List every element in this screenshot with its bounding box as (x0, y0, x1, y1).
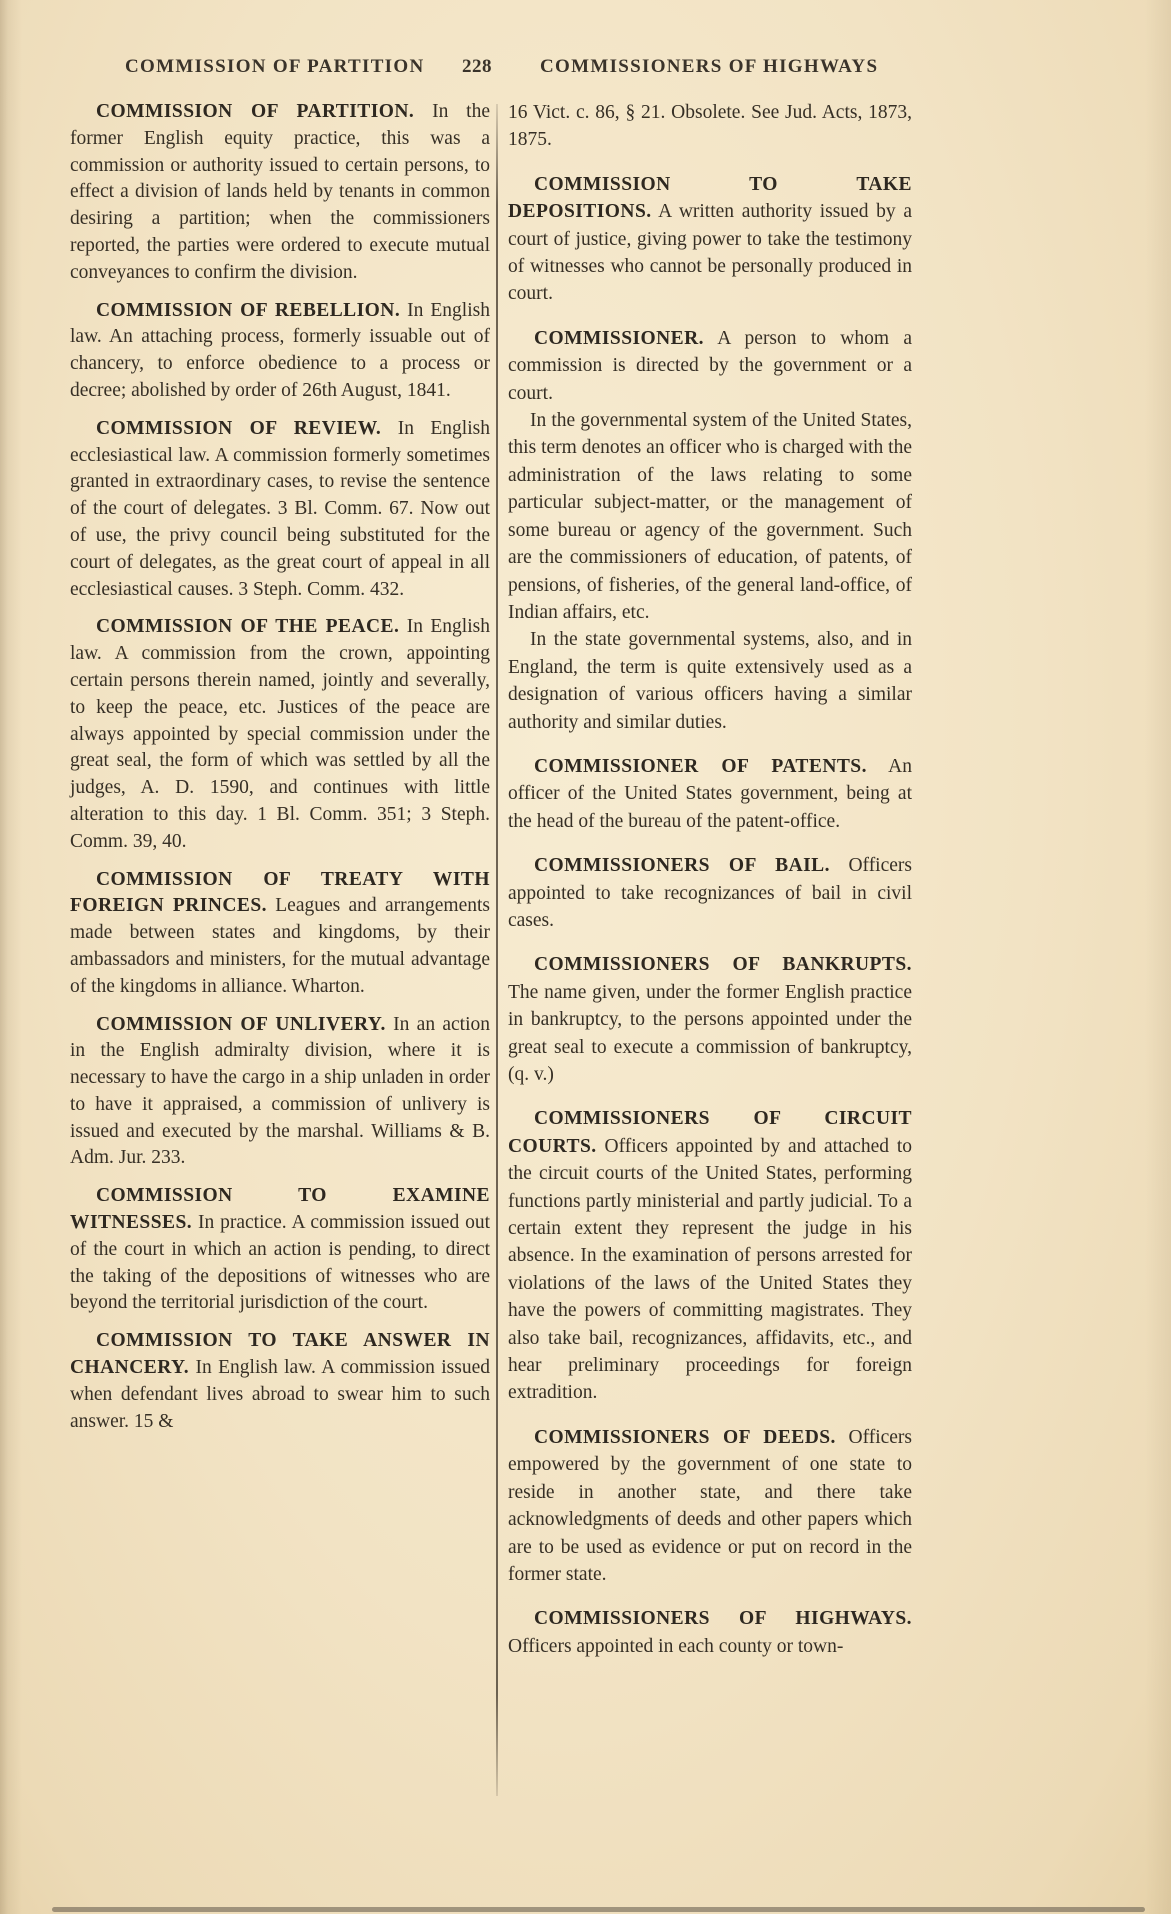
entry-term: COMMISSIONERS OF DEEDS. (534, 1426, 836, 1448)
entry-term: COMMISSION OF REBELLION. (96, 299, 401, 321)
entry-commission-to-take-answer (70, 1328, 490, 1435)
page-bottom-edge-shadow (52, 1907, 1145, 1912)
entry-paragraph (508, 951, 912, 1088)
entry-paragraph (508, 1424, 912, 1588)
entry-paragraph (70, 1328, 490, 1435)
entry-text: In practice. A commission issued out of the court in which an action is pending, to direct the taking of the depositions of witnesses who are beyond the territorial jurisdiction of the court. (70, 1212, 491, 1314)
entry-paragraph (508, 1605, 912, 1660)
entry-text: Officers appointed to take recognizances of bail in civil cases. (508, 855, 912, 931)
entry-term: COMMISSION OF REVIEW. (96, 417, 382, 439)
entry-text: In an action in the English admiralty division, where it is necessary to have the cargo in a ship unladen in order to have it appraised, a commission of unlivery is issued and executed by the marshal. Williams & B. Adm. Jur. 233. (70, 1013, 490, 1169)
entry-paragraph (508, 325, 912, 407)
entry-commissioners-of-bankrupts (508, 951, 912, 1088)
entry-term: COMMISSION OF UNLIVERY. (96, 1013, 386, 1035)
entry-text: An officer of the United States government, being at the head of the bureau of the patent-office. (508, 755, 912, 832)
entry-paragraph (70, 1012, 490, 1173)
entry-term: COMMISSIONER OF PATENTS. (534, 755, 867, 777)
entry-commissioners-of-highways (508, 1605, 912, 1660)
entry-text: The name given, under the former English practice in bankruptcy, to the persons appointed under the great seal to execute a commission of bankruptcy, (q. v.) (508, 981, 912, 1085)
entry-text: Officers empowered by the government of one state to reside in another state, and there take acknowledgments of deeds and other papers which are to be used as evidence or put on record in the former state. (508, 1426, 913, 1585)
entry-commission-of-rebellion (70, 298, 490, 405)
entry-term: COMMISSION OF TREATY WITH FOREIGN PRINCES. (70, 868, 490, 917)
continuation-paragraph: 16 Vict. c. 86, § 21. Obsolete. See Jud. Acts, 1873, 1875. (508, 102, 912, 151)
entry-commissioner-of-patents (508, 753, 912, 835)
entry-commission-of-treaty (70, 867, 490, 1001)
entry-paragraph (508, 171, 912, 308)
column-divider-rule (496, 104, 498, 1796)
entry-term: COMMISSION TO TAKE ANSWER IN CHANCERY. (70, 1330, 490, 1379)
right-column (508, 99, 912, 1677)
entry-commission-to-examine-witnesses (70, 1183, 490, 1317)
entry-text: Officers appointed in each county or town- (508, 1635, 844, 1657)
entry-term: COMMISSIONERS OF CIRCUIT COURTS. (508, 1108, 912, 1157)
entry-paragraph (508, 1105, 912, 1406)
entry-text: In English law. A commission from the crown, appointing certain persons therein named, jointly and severally, to keep the peace, etc. Justices of the peace are always appointed by special commission under the great seal, the form of which was settled by all the judges, A. D. 1590, and continues with little alteration to this day. 1 Bl. Comm. 351; 3 Steph. Comm. 39, 40. (70, 616, 490, 852)
running-header-right: COMMISSIONERS OF HIGHWAYS (540, 56, 879, 77)
entry-paragraph (70, 1183, 490, 1317)
entry-paragraph (70, 99, 490, 287)
entry-commission-of-unlivery (70, 1012, 490, 1173)
entry-paragraph (508, 852, 912, 934)
entry-paragraph (508, 753, 912, 835)
entry-commissioners-of-bail (508, 852, 912, 934)
entry-paragraph (70, 867, 490, 1001)
entry-term: COMMISSIONERS OF HIGHWAYS. (534, 1608, 912, 1630)
left-column (70, 99, 490, 1446)
entry-commission-of-partition (70, 99, 490, 287)
entry-commissioner (508, 325, 912, 736)
entry-commission-of-review (70, 416, 490, 604)
page-number: 228 (462, 56, 492, 77)
running-header-left: COMMISSION OF PARTITION (125, 56, 425, 77)
entry-text: A person to whom a commission is directed by the government or a court. (508, 327, 912, 404)
entry-term: COMMISSION TO EXAMINE WITNESSES. (70, 1185, 490, 1234)
entry-text: In English law. An attaching process, formerly issuable out of chancery, to enforce obedience to a process or decree; abolished by order of 26th August, 1841. (70, 299, 490, 401)
entry-commission-of-the-peace (70, 614, 490, 855)
entry-text: Officers appointed by and attached to the circuit courts of the United States, performing functions partly ministerial and partly judicial. To a certain extent they represent the judge in his absence. In the examination of persons arrested for violations of the laws of the United States they have the powers of committing magistrates. They also take bail, recognizances, affidavits, etc., and hear preliminary proceedings for foreign extradition. (508, 1135, 913, 1404)
entry-paragraph (70, 416, 490, 604)
entry-commissioners-of-circuit-courts (508, 1105, 912, 1406)
entry-paragraph: In the governmental system of the United States, this term denotes an officer who is charged with the administration of the laws relating to some particular subject-matter, or the management of some bureau or agency of the government. Such are the commissioners of education, of patents, of pensions, of fisheries, of the general land-office, of Indian affairs, etc. (508, 410, 912, 623)
entry-text: In English law. A commission issued when defendant lives abroad to swear him to such answer. 15 & (70, 1357, 490, 1432)
entry-paragraph (70, 298, 490, 405)
entry-term: COMMISSIONERS OF BANKRUPTS. (534, 954, 912, 976)
entry-text: In the former English equity practice, this was a commission or authority issued to certain persons, to effect a division of lands held by tenants in common desiring a partition; when the commissioners reported, the parties were ordered to execute mutual conveyances to confirm the division. (70, 101, 491, 283)
entry-term: COMMISSION OF PARTITION. (96, 101, 415, 122)
entry-text: A written authority issued by a court of justice, giving power to take the testimony of witnesses who cannot be personally produced in court. (508, 201, 912, 305)
entry-paragraph: In the state governmental systems, also, and in England, the term is quite extensively used as a designation of various officers having a similar authority and similar duties. (508, 629, 912, 733)
entry-paragraph (70, 614, 490, 855)
entry-term: COMMISSIONER. (534, 327, 704, 349)
entry-commission-to-take-depositions (508, 171, 912, 308)
entry-text: Leagues and arrangements made between states and kingdoms, by their ambassadors and ministers, for the mutual advantage of the kingdoms in alliance. Wharton. (70, 895, 490, 997)
entry-term: COMMISSIONERS OF BAIL. (534, 855, 830, 877)
entry-term: COMMISSION TO TAKE DEPOSITIONS. (508, 173, 912, 223)
entry-text: In English ecclesiastical law. A commission formerly sometimes granted in extraordinary cases, to revise the sentence of the court of delegates. 3 Bl. Comm. 67. Now out of use, the privy council being substituted for the court of delegates, as the great court of appeal in all ecclesiastical causes. 3 Steph. Comm. 432. (70, 417, 490, 600)
entry-commissioners-of-deeds (508, 1424, 912, 1588)
entry-term: COMMISSION OF THE PEACE. (96, 616, 400, 638)
